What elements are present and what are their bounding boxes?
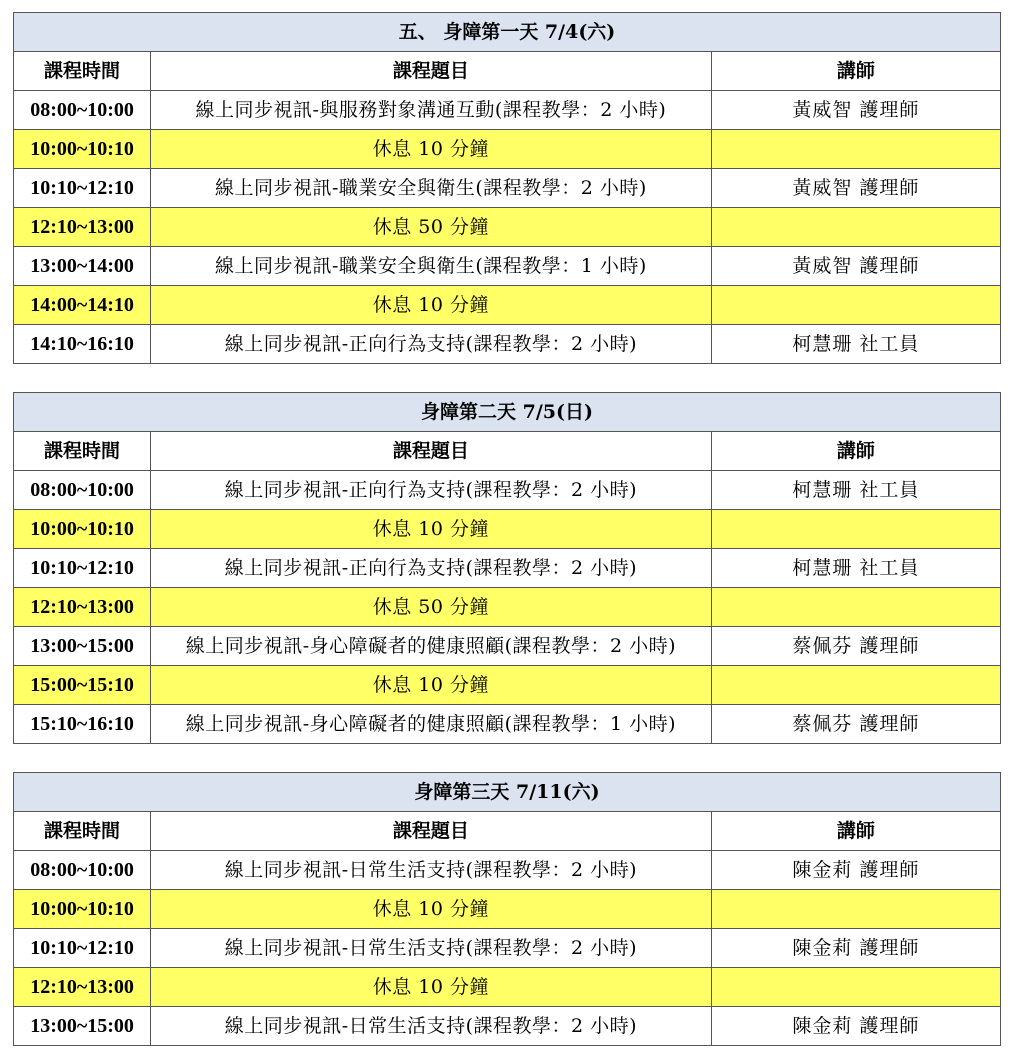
session-topic: 線上同步視訊-日常生活支持(課程教學：2 小時)	[151, 929, 712, 968]
session-time: 10:10~12:10	[14, 929, 151, 968]
header-topic: 課程題目	[151, 432, 712, 471]
session-row	[14, 851, 1001, 890]
break-row	[14, 666, 1001, 705]
header-time: 課程時間	[14, 432, 151, 471]
header-row	[14, 432, 1001, 471]
session-teacher: 黃威智 護理師	[711, 169, 1000, 208]
day-title-row	[14, 13, 1001, 52]
session-topic: 線上同步視訊-職業安全與衛生(課程教學：2 小時)	[151, 169, 712, 208]
session-teacher	[711, 286, 1000, 325]
schedule-table-day-1	[13, 12, 1001, 364]
session-teacher: 陳金莉 護理師	[711, 1007, 1000, 1046]
session-time: 14:00~14:10	[14, 286, 151, 325]
session-topic: 線上同步視訊-身心障礙者的健康照顧(課程教學：2 小時)	[151, 627, 712, 666]
day-title: 身障第二天 7/5(日)	[14, 393, 1001, 432]
schedule-table-day-3	[13, 772, 1001, 1046]
session-row	[14, 705, 1001, 744]
session-time: 10:00~10:10	[14, 510, 151, 549]
session-time: 10:10~12:10	[14, 169, 151, 208]
session-teacher: 黃威智 護理師	[711, 247, 1000, 286]
session-teacher: 柯慧珊 社工員	[711, 325, 1000, 364]
break-label: 休息 50 分鐘	[151, 208, 712, 247]
session-topic: 線上同步視訊-正向行為支持(課程教學：2 小時)	[151, 471, 712, 510]
session-time: 12:10~13:00	[14, 588, 151, 627]
session-topic: 線上同步視訊-日常生活支持(課程教學：2 小時)	[151, 1007, 712, 1046]
day-title: 身障第三天 7/11(六)	[14, 773, 1001, 812]
session-teacher: 蔡佩芬 護理師	[711, 705, 1000, 744]
header-row	[14, 52, 1001, 91]
session-topic: 線上同步視訊-職業安全與衛生(課程教學：1 小時)	[151, 247, 712, 286]
header-topic: 課程題目	[151, 812, 712, 851]
session-row	[14, 549, 1001, 588]
session-teacher	[711, 130, 1000, 169]
session-time: 12:10~13:00	[14, 968, 151, 1007]
header-teacher: 講師	[711, 432, 1000, 471]
session-row	[14, 627, 1001, 666]
session-time: 13:00~15:00	[14, 627, 151, 666]
session-teacher	[711, 510, 1000, 549]
session-teacher: 蔡佩芬 護理師	[711, 627, 1000, 666]
session-time: 15:00~15:10	[14, 666, 151, 705]
session-teacher: 陳金莉 護理師	[711, 929, 1000, 968]
session-row	[14, 325, 1001, 364]
session-teacher: 柯慧珊 社工員	[711, 549, 1000, 588]
break-row	[14, 130, 1001, 169]
session-time: 12:10~13:00	[14, 208, 151, 247]
session-time: 15:10~16:10	[14, 705, 151, 744]
break-row	[14, 510, 1001, 549]
session-row	[14, 1007, 1001, 1046]
header-time: 課程時間	[14, 52, 151, 91]
session-topic: 線上同步視訊-與服務對象溝通互動(課程教學：2 小時)	[151, 91, 712, 130]
header-time: 課程時間	[14, 812, 151, 851]
session-teacher	[711, 890, 1000, 929]
day-title-row	[14, 393, 1001, 432]
break-label: 休息 50 分鐘	[151, 588, 712, 627]
break-row	[14, 286, 1001, 325]
break-label: 休息 10 分鐘	[151, 130, 712, 169]
session-row	[14, 471, 1001, 510]
session-teacher: 柯慧珊 社工員	[711, 471, 1000, 510]
session-teacher: 陳金莉 護理師	[711, 851, 1000, 890]
break-row	[14, 968, 1001, 1007]
session-time: 10:00~10:10	[14, 130, 151, 169]
break-label: 休息 10 分鐘	[151, 968, 712, 1007]
session-topic: 線上同步視訊-正向行為支持(課程教學：2 小時)	[151, 549, 712, 588]
session-time: 14:10~16:10	[14, 325, 151, 364]
day-title: 五、 身障第一天 7/4(六)	[14, 13, 1001, 52]
header-row	[14, 812, 1001, 851]
session-time: 08:00~10:00	[14, 471, 151, 510]
session-row	[14, 169, 1001, 208]
session-row	[14, 929, 1001, 968]
break-row	[14, 208, 1001, 247]
break-label: 休息 10 分鐘	[151, 286, 712, 325]
session-topic: 線上同步視訊-日常生活支持(課程教學：2 小時)	[151, 851, 712, 890]
header-teacher: 講師	[711, 812, 1000, 851]
session-teacher	[711, 208, 1000, 247]
break-label: 休息 10 分鐘	[151, 510, 712, 549]
session-time: 08:00~10:00	[14, 91, 151, 130]
session-topic: 線上同步視訊-身心障礙者的健康照顧(課程教學：1 小時)	[151, 705, 712, 744]
break-label: 休息 10 分鐘	[151, 890, 712, 929]
schedule-table-day-2	[13, 392, 1001, 744]
session-time: 10:00~10:10	[14, 890, 151, 929]
session-row	[14, 91, 1001, 130]
session-time: 13:00~14:00	[14, 247, 151, 286]
session-row	[14, 247, 1001, 286]
session-teacher	[711, 968, 1000, 1007]
break-row	[14, 588, 1001, 627]
session-time: 08:00~10:00	[14, 851, 151, 890]
day-title-row	[14, 773, 1001, 812]
session-topic: 線上同步視訊-正向行為支持(課程教學：2 小時)	[151, 325, 712, 364]
session-teacher: 黃威智 護理師	[711, 91, 1000, 130]
header-teacher: 講師	[711, 52, 1000, 91]
break-label: 休息 10 分鐘	[151, 666, 712, 705]
session-teacher	[711, 666, 1000, 705]
header-topic: 課程題目	[151, 52, 712, 91]
session-teacher	[711, 588, 1000, 627]
break-row	[14, 890, 1001, 929]
session-time: 10:10~12:10	[14, 549, 151, 588]
session-time: 13:00~15:00	[14, 1007, 151, 1046]
